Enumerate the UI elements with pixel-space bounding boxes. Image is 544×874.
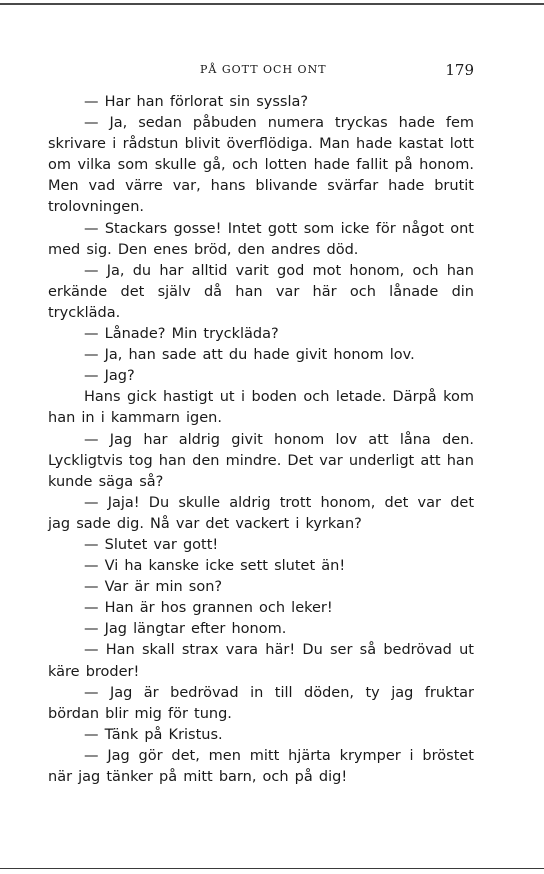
bottom-edge-rule [0,868,544,869]
paragraph: — Lånade? Min tryckläda? [84,326,279,343]
paragraph: — Han är hos grannen och leker! [84,600,333,617]
paragraph: — Han skall strax vara här! Du ser så bedrövad ut käre broder! [48,642,474,680]
paragraph: — Jag längtar efter honom. [84,621,287,638]
running-title: PÅ GOTT OCH ONT [200,63,327,76]
paragraph: Hans gick hastigt ut i boden och letade. Därpå kom han in i kammarn igen. [48,389,474,427]
paragraph: — Vi ha kanske icke sett slutet än! [84,558,346,575]
paragraph: — Slutet var gott! [84,536,219,553]
top-edge-rule [0,3,544,5]
paragraph: — Tänk på Kristus. [84,726,223,743]
paragraph: — Jag gör det, men mitt hjärta krymper i bröstet när jag tänker på mitt barn, och på dig! [48,747,474,785]
paragraph: — Har han förlorat sin syssla? [84,94,309,110]
body-text [48,92,474,788]
paragraph: — Ja, du har alltid varit god mot honom, och han erkände det själv då han var här och lånade din tryckläda. [48,262,474,321]
paragraph: — Ja, han sade att du hade givit honom lov. [84,347,415,364]
paragraph: — Stackars gosse! Intet gott som icke för något ont med sig. Den enes bröd, den andres död. [48,220,474,258]
paragraph: — Ja, sedan påbuden numera tryckas hade fem skrivare i rådstun blivit överflödiga. Man hade kastat lott om vilka som skulle gå, och lotten hade fallit på honom. Men vad värre var, hans blivande svärfar hade brutit trolovningen. [48,115,474,216]
paragraph: — Jaja! Du skulle aldrig trott honom, det var det jag sade dig. Nå var det vackert i kyrkan? [48,494,474,532]
paragraph: — Jag är bedrövad in till döden, ty jag fruktar bördan blir mig för tung. [48,684,474,722]
paragraph: — Jag har aldrig givit honom lov att låna den. Lyckligtvis tog han den mindre. Det var underligt att han kunde säga så? [48,431,474,490]
paragraph: — Var är min son? [84,579,223,596]
paragraph: — Jag? [84,368,135,385]
page-number: 179 [445,61,474,79]
page-header [48,63,474,81]
